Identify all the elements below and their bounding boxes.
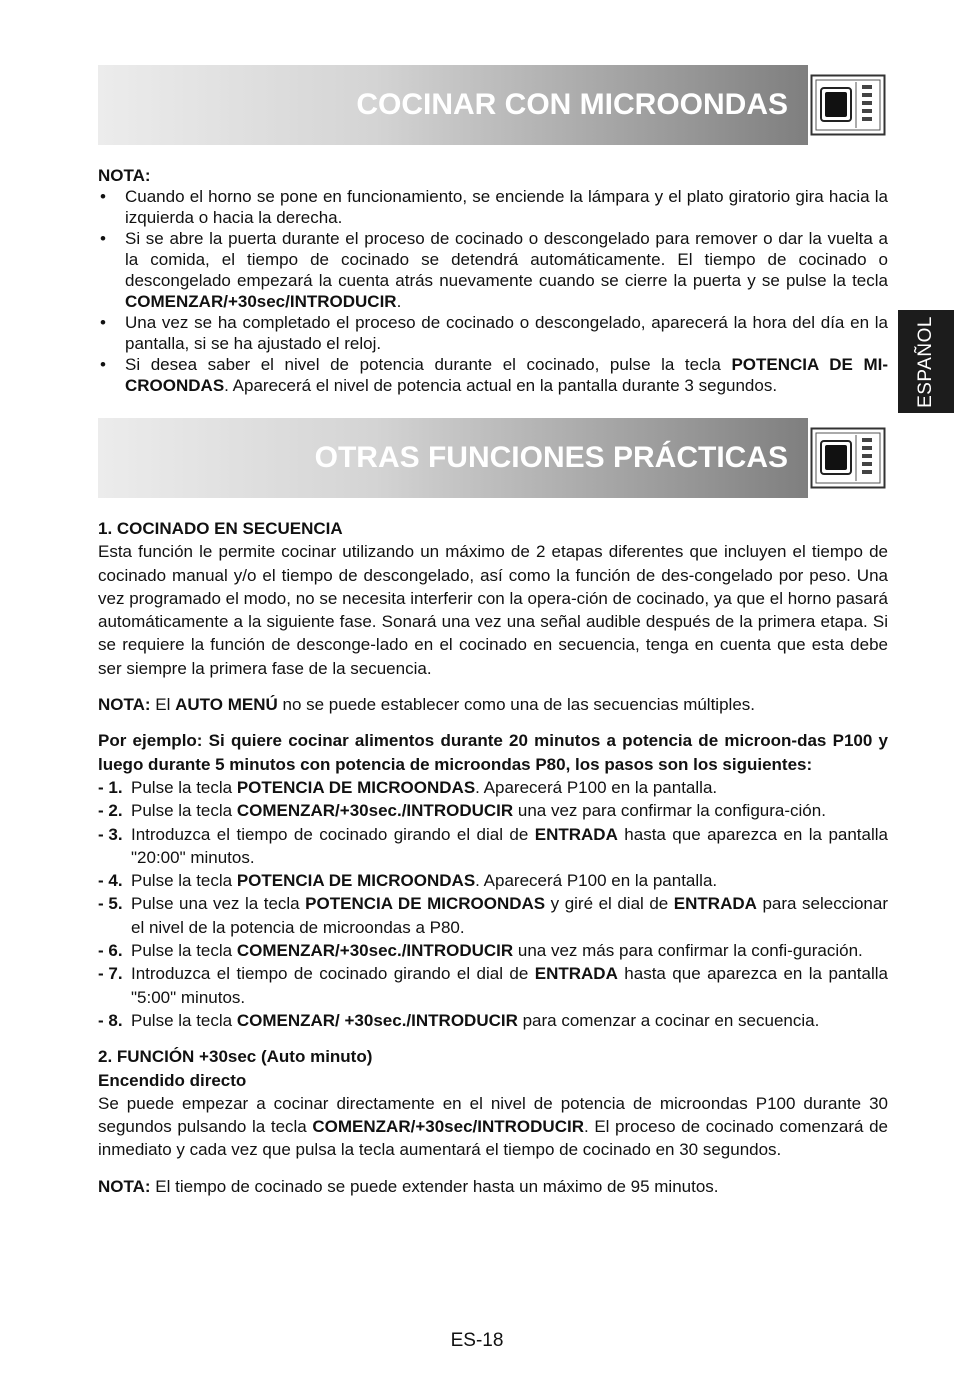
bold-text: POTENCIA DE MICROONDAS — [236, 777, 476, 797]
nota-bullet-item — [98, 312, 888, 354]
text-run: Introduzca el tiempo de cocinado girando el dial de — [131, 964, 535, 984]
sequence-description: Esta función le permite cocinar utilizando un máximo de 2 etapas diferentes que incluyen el tiempo de cocinado manual y/o el tiempo de descongelado, así como la función de des-congelado por peso. Una vez programado el modo, no se necesita interferir con la opera-ción de cocinado, ya que el horno pasará automáticamente a la siguiente fase. Sonará una vez una señal audible después de la primera etapa. Si se requiere la función de desconge-lado en el cocinado en secuencia, tenga en cuenta que esta debe ser siempre la primera fase de la secuencia. — [98, 542, 888, 678]
language-tab-label: ESPAÑOL — [915, 315, 937, 408]
text-run: Pulse la tecla — [131, 777, 237, 797]
text-run: una vez para confirmar la configura-ción. — [513, 801, 826, 821]
text-run: Se puede empezar a cocinar directamente en el nivel de potencia de microondas P100 durante 30 segundos pulsando la tecla — [98, 1093, 888, 1137]
step-number: - 3. — [98, 824, 123, 844]
nota-bullet-item — [98, 186, 888, 228]
text-run: Pulse la tecla — [131, 871, 237, 891]
section-title: OTRAS FUNCIONES PRÁCTICAS — [314, 441, 788, 474]
text-run: Una vez se ha completado el proceso de cocinado o descongelado, aparecerá la hora del día en la pantalla, si se ha ajustado el reloj. — [125, 313, 888, 353]
nota-bullet-item — [98, 228, 888, 312]
nota-bullet-list — [98, 186, 888, 396]
text-run: . — [396, 292, 402, 311]
language-tab — [898, 310, 954, 413]
step-number: - 6. — [98, 941, 123, 961]
text-run: Introduzca el tiempo de cocinado girando el dial de — [131, 824, 535, 844]
nota-max-time — [98, 1175, 888, 1198]
bold-text: ENTRADA — [534, 824, 618, 844]
text-run: Si desea saber el nivel de potencia durante el cocinado, pulse la tecla — [125, 355, 732, 374]
bold-text: AUTO MENÚ — [175, 695, 278, 715]
text-run: para comenzar a cocinar en secuencia. — [517, 1010, 820, 1030]
bold-text: POTENCIA DE MICROONDAS — [236, 871, 476, 891]
text-run: hasta que aparezca en la pantalla "20:00" minutos. — [131, 824, 888, 867]
bold-text: NOTA: — [98, 695, 151, 715]
subsection-heading: 1. COCINADO EN SECUENCIA — [98, 519, 343, 538]
section-cocinar-content — [98, 165, 888, 396]
text-run: El — [150, 695, 176, 715]
text-run: para seleccionar el nivel de la potencia de microondas a P80. — [131, 894, 888, 937]
step-number: - 1. — [98, 777, 123, 797]
text-run: . Aparecerá P100 en la pantalla. — [475, 871, 718, 891]
bold-text: POTENCIA DE MI-CROONDAS — [125, 355, 888, 395]
text-run: Pulse una vez la tecla — [131, 894, 306, 914]
section-title: COCINAR CON MICROONDAS — [356, 88, 788, 121]
step-item — [98, 892, 888, 939]
step-item — [98, 776, 888, 799]
subsection-subheading: Encendido directo — [98, 1070, 247, 1090]
step-item — [98, 939, 888, 962]
text-run: . El proceso de cocinado comenzará de inmediato y cada vez que pulsa la tecla aumentará el tiempo de cocinado en 30 segundos. — [98, 1117, 889, 1160]
text-run: y giré el dial de — [545, 894, 674, 914]
section-banner-cocinar — [98, 65, 888, 145]
text-run: . Aparecerá P100 en la pantalla. — [475, 777, 718, 797]
bold-text: ENTRADA — [673, 894, 757, 914]
text-run: Pulse la tecla — [131, 941, 237, 961]
text-run: no se puede establecer como una de las secuencias múltiples. — [277, 695, 755, 715]
text-run: una vez más para confirmar la confi-guración. — [513, 941, 863, 961]
step-item — [98, 962, 888, 1009]
step-number: - 8. — [98, 1010, 123, 1030]
text-run: hasta que aparezca en la pantalla "5:00" minutos. — [131, 964, 888, 1007]
section-banner-otras — [98, 418, 888, 498]
direct-start-description — [98, 1092, 888, 1162]
page-number: ES-18 — [450, 1330, 504, 1351]
step-number: - 7. — [98, 964, 123, 984]
nota-bullet-item — [98, 354, 888, 396]
step-item — [98, 799, 888, 822]
step-list — [98, 776, 888, 1032]
text-run: El tiempo de cocinado se puede extender hasta un máximo de 95 minutos. — [150, 1176, 719, 1196]
step-number: - 5. — [98, 894, 123, 914]
nota-label: NOTA: — [98, 166, 151, 185]
bold-text: COMENZAR/ +30sec./INTRODUCIR — [236, 1010, 518, 1030]
section-otras-content — [98, 517, 888, 1198]
example-intro: Por ejemplo: Si quiere cocinar alimentos durante 20 minutos a potencia de microon-das P100 y luego durante 5 minutos con potencia de microondas P80, los pasos son los siguientes: — [98, 731, 888, 774]
subsection-heading: 2. FUNCIÓN +30sec (Auto minuto) — [98, 1047, 373, 1067]
bold-text: COMENZAR/+30sec./INTRODUCIR — [236, 801, 514, 821]
bold-text: COMENZAR/+30sec./INTRODUCIR — [236, 941, 514, 961]
step-number: - 4. — [98, 871, 123, 891]
text-run: Pulse la tecla — [131, 801, 237, 821]
step-item — [98, 823, 888, 870]
step-item — [98, 869, 888, 892]
bold-text: NOTA: — [98, 1176, 151, 1196]
text-run: Si se abre la puerta durante el proceso de cocinado o descongelado para remover o dar la vuelta a la comida, el tiempo de cocinado se detendrá automáticamente. El tiempo de cocinado o descongelado empezará la cuenta atrás nuevamente cuando se cierre la puerta y se pulse la tecla — [125, 229, 888, 290]
microwave-icon — [808, 418, 888, 498]
text-run: Cuando el horno se pone en funcionamiento, se enciende la lámpara y el plato giratorio gira hacia la izquierda o hacia la derecha. — [125, 187, 888, 227]
text-run: . Aparecerá el nivel de potencia actual en la pantalla durante 3 segundos. — [224, 376, 778, 395]
bold-text: COMENZAR/+30sec/INTRODUCIR — [125, 292, 397, 311]
nota-auto-menu — [98, 693, 888, 716]
step-number: - 2. — [98, 801, 123, 821]
bold-text: COMENZAR/+30sec/INTRODUCIR — [312, 1117, 584, 1137]
microwave-icon — [808, 65, 888, 145]
bold-text: POTENCIA DE MICROONDAS — [305, 894, 546, 914]
text-run: Pulse la tecla — [131, 1010, 237, 1030]
step-item — [98, 1009, 888, 1032]
bold-text: ENTRADA — [534, 964, 618, 984]
